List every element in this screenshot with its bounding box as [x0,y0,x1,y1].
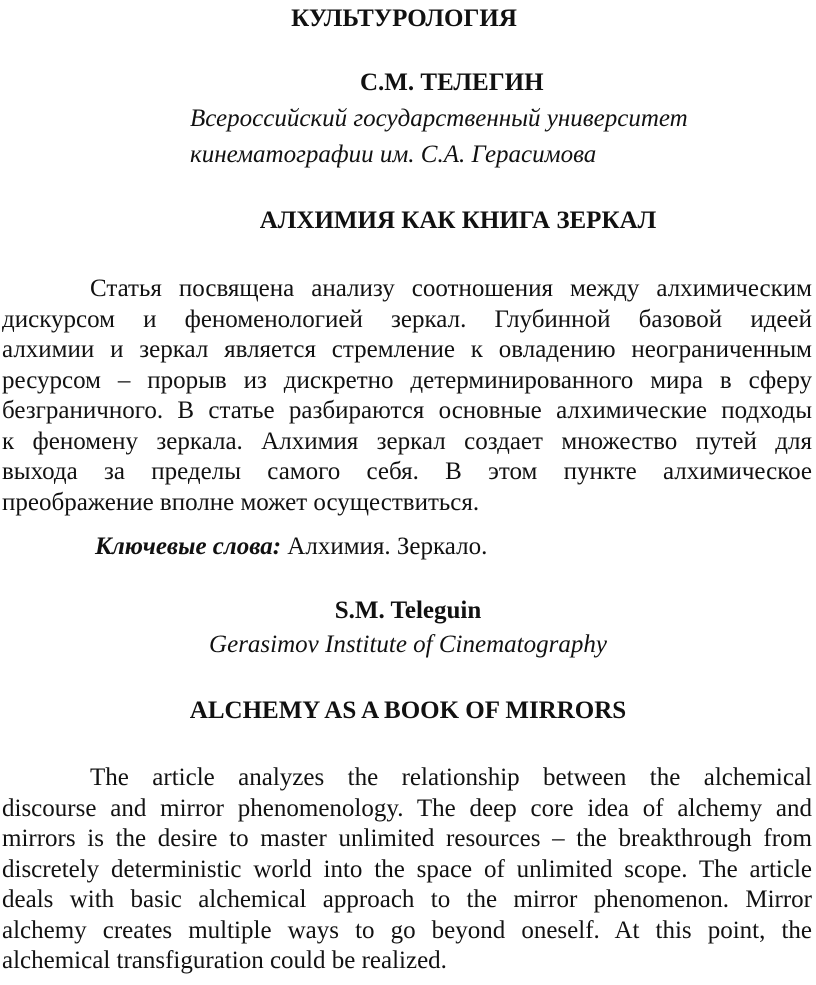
en-abstract-line: discourse and mirror phenomenology. The deep core idea of alchemy and [2,794,812,822]
ru-abstract-line: Статья посвящена анализу соотношения между алхимическим [90,275,812,302]
ru-abstract [2,274,812,518]
en-abstract [2,763,812,977]
ru-abstract-line: к феномену зеркала. Алхимия зеркал создает множество путей для [2,427,812,455]
en-abstract-line: alchemy creates multiple ways to go beyond oneself. At this point, the [2,916,812,944]
keywords-label: Ключевые слова: [95,533,282,560]
en-abstract-line: alchemical transfiguration could be realized. [2,947,447,974]
ru-affiliation-line2: кинематографии им. С.А. Герасимова [190,141,597,168]
ru-keywords [95,532,487,562]
ru-abstract-line: алхимии и зеркал является стремление к овладению неограниченным [2,336,812,363]
ru-article-title: АЛХИМИЯ КАК КНИГА ЗЕРКАЛ [259,207,657,234]
ru-abstract-line: дискурсом и феноменологией зеркал. Глубинной базовой идеей [2,305,812,333]
ru-abstract-line: безграничного. В статье разбираются основные алхимические подходы [2,397,812,424]
en-abstract-line: discretely deterministic world into the space of unlimited scope. The article [2,855,812,883]
keywords-value: Алхимия. Зеркало. [281,533,488,560]
ru-abstract-line: выхода за пределы самого себя. В этом пункте алхимическое [2,458,812,485]
ru-abstract-line: ресурсом – прорыв из дискретно детерминированного мира в сферу [2,366,812,394]
en-abstract-line: deals with basic alchemical approach to the mirror phenomenon. Mirror [2,886,812,913]
en-affiliation: Gerasimov Institute of Cinematography [209,631,607,658]
ru-affiliation-line1: Всероссийский государственный университет [190,105,688,132]
section-heading: КУЛЬТУРОЛОГИЯ [291,5,517,32]
ru-abstract-line: преображение вполне может осуществиться. [2,488,480,516]
en-abstract-line: The article analyzes the relationship between the alchemical [90,764,812,791]
en-abstract-line: mirrors is the desire to master unlimited resources – the breakthrough from [2,825,812,852]
ru-author: С.М. ТЕЛЕГИН [360,69,544,96]
en-article-title: ALCHEMY AS A BOOK OF MIRRORS [189,697,627,724]
en-author: S.M. Teleguin [334,597,482,624]
